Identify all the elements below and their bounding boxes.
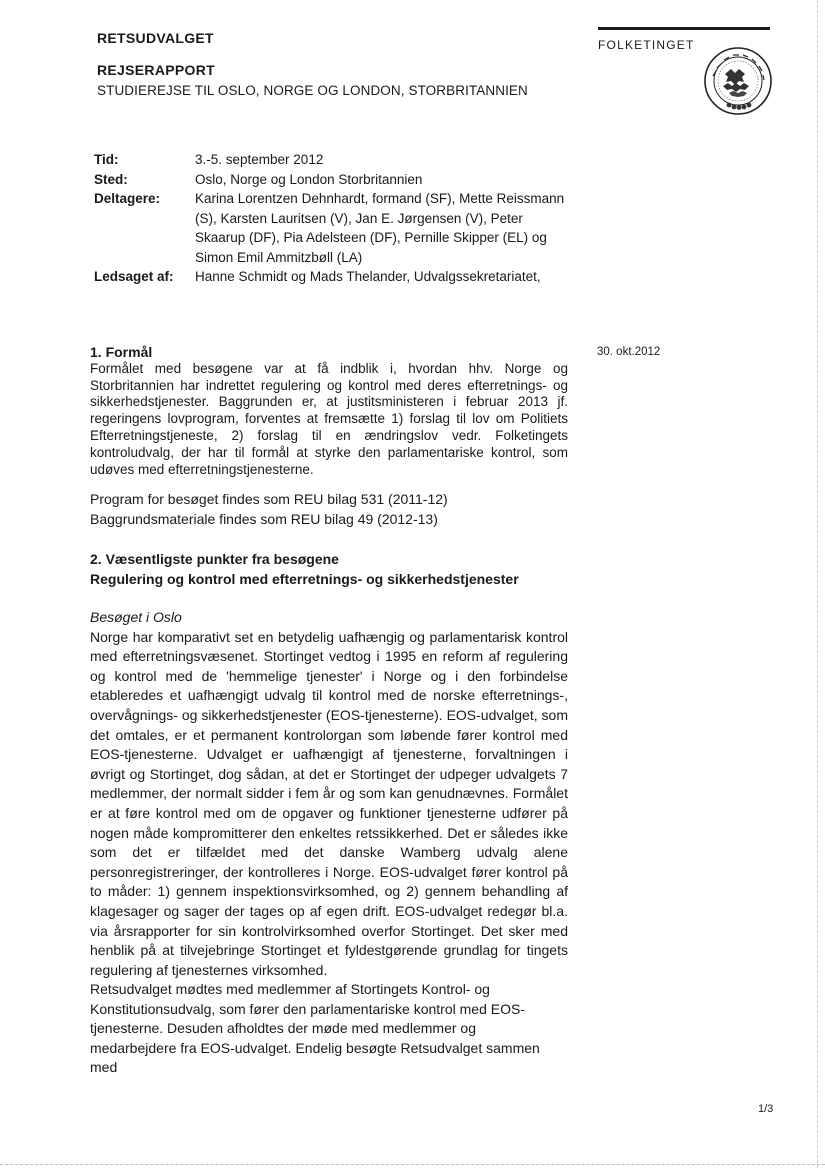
report-title: REJSERAPPORT xyxy=(97,62,215,78)
program-reference: Program for besøget findes som REU bilag 531 (2011-12) xyxy=(90,491,448,507)
section-1-heading: 1. Formål xyxy=(90,344,153,360)
date-stamp: 30. okt.2012 xyxy=(597,346,661,358)
ledsaget-value: Hanne Schmidt og Mads Thelander, Udvalgssekretariatet, xyxy=(195,269,541,284)
section-2-heading: 2. Væsentligste punkter fra besøgene xyxy=(90,551,339,567)
meta-row-tid xyxy=(94,150,585,170)
report-subtitle: STUDIEREJSE TIL OSLO, NORGE OG LONDON, STORBRITANNIEN xyxy=(97,83,528,98)
section-2-heading-block xyxy=(90,549,568,589)
ledsaget-label: Ledsaget af: xyxy=(94,269,174,284)
folketinget-seal-icon xyxy=(703,46,773,116)
section-2-body xyxy=(90,608,568,980)
sted-value: Oslo, Norge og London Storbritannien xyxy=(195,171,423,187)
tid-value: 3.-5. september 2012 xyxy=(195,152,324,167)
visit-label: Besøget i Oslo xyxy=(90,609,182,625)
header-rule xyxy=(598,27,770,30)
page-edge-right xyxy=(817,0,818,1168)
oslo-paragraph: Norge har komparativt set en betydelig uafhængig og parlamentarisk kontrol med efterretningsvæsenet. Stortinget vedtog i 1995 en reform af regulering og kontrol med de 'hemmelige tjenester' i Norge og i den forbindelse etableredes et uafhængigt udvalg til kontrol med de norske efterretnings-, overvågnings- og sikkerhedstjenester (EOS-tjenesterne). EOS-udvalget, som det omtales, er et permanent kontrolorgan som løbende fører kontrol med EOS-tjenesterne. Udvalget er uafhængigt af tjenesterne, forvaltningen i øvrigt og Stortinget, dog sådan, at det er Stortinget der udpeger udvalgets 7 medlemmer, der normalt sidder i fem år og som kan genudnævnes. Formålet er at føre kontrol med om de opgaver og funktioner tjenesterne udfører på nogen måde kompromitterer den enkeltes retssikkerhed. Det er således ikke som det er tilfældet med det danske Wamberg udvalg alene personregistreringer, der kontrolleres i Norge. EOS-udvalget fører kontrol på to måder: 1) gennem inspektionsvirksomhed, og 2) gennem behandling af klagesager og sager der tages op af egen drift. EOS-udvalget redegør bl.a. via årsrapporter for sin kontrolvirksomhed overfor Stortinget. Det sker med henblik på at tilvejebringe Stortinget et fyldestgørende grundlag for tingets regulering af tjenesternes virksomhed. xyxy=(90,628,568,978)
section-1 xyxy=(90,344,568,478)
section-2-subheading: Regulering og kontrol med efterretnings- og sikkerhedstjenester xyxy=(90,571,519,587)
deltagere-value: Karina Lorentzen Dehnhardt, formand (SF), Mette Reissmann (S), Karsten Lauritsen (V), Jan E. Jørgensen (V), Peter Skaarup (DF), Pia Adelsteen (DF), Pernille Skipper (EL) og Simon Emil Ammitzbøll (LA) xyxy=(195,191,565,265)
background-reference: Baggrundsmateriale findes som REU bilag 49 (2012-13) xyxy=(90,510,438,527)
deltagere-label: Deltagere: xyxy=(94,191,161,206)
meta-row-ledsaget xyxy=(94,267,585,287)
meta-row-sted xyxy=(94,170,585,190)
meta-table xyxy=(94,150,585,287)
meta-row-deltagere xyxy=(94,189,585,267)
organization-name: FOLKETINGET xyxy=(598,38,695,52)
tid-label: Tid: xyxy=(94,152,119,167)
references xyxy=(90,490,568,529)
page-number: 1/3 xyxy=(758,1103,774,1115)
committee-name: RETSUDVALGET xyxy=(97,30,214,46)
page-edge-bottom xyxy=(0,1164,825,1165)
sted-label: Sted: xyxy=(94,171,128,187)
section-1-body: Formålet med besøgene var at få indblik i, hvordan hhv. Norge og Storbritannien har indrettet regulering og kontrol med deres efterretnings- og sikkerhedstjenester. Baggrunden er, at justitsministeren i februar 2013 jf. regeringens lovprogram, forventes at fremsætte 1) forslag til lov om Politiets Efterretningstjeneste, 2) forslag til en ændringslov vedr. Folketingets kontroludvalg, der har til formål at styrke den parlamentariske kontrol, som udøves med efterretningstjenesterne. xyxy=(90,360,568,477)
meeting-paragraph: Retsudvalget mødtes med medlemmer af Stortingets Kontrol- og Konstitutionsudvalg, som fører den parlamentariske kontrol med EOS-tjenesterne. Desuden afholdtes der møde med medlemmer og medarbejdere fra EOS-udvalget. Endelig besøgte Retsudvalget sammen med xyxy=(90,981,540,1076)
